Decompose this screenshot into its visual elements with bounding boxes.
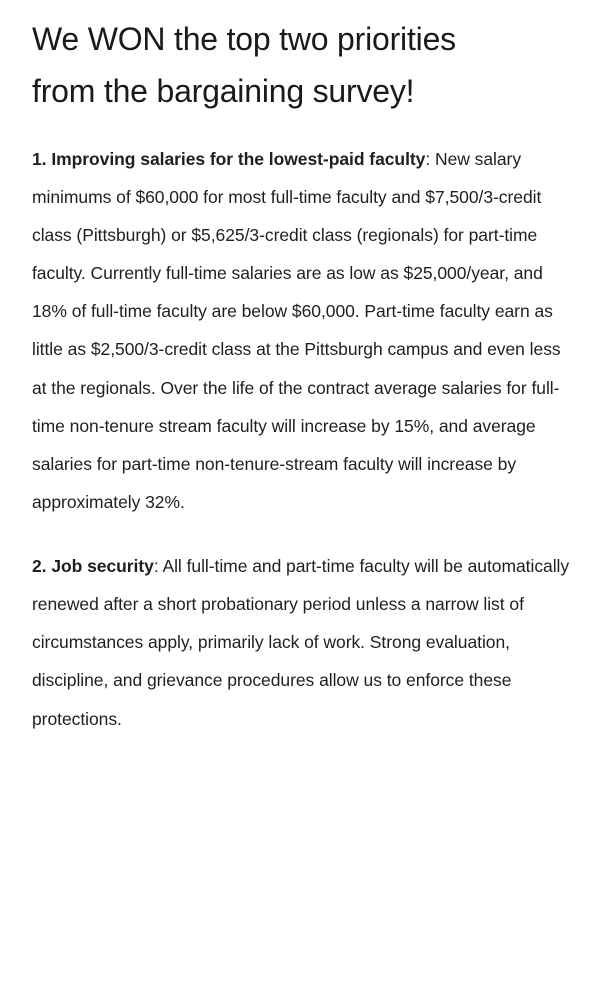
- list-item-body: : All full-time and part-time faculty will be automatically renewed after a short probationary period unless a narrow list of circumstances apply, primarily lack of work. Strong evaluation, discipline, and grievance procedures allow us to enforce these protections.: [32, 556, 570, 729]
- list-item-lead: Improving salaries for the lowest-paid faculty: [51, 148, 426, 169]
- page-title: We WON the top two priorities from the bargaining survey!: [32, 21, 456, 109]
- list-item: [32, 140, 571, 521]
- list-item-body: : New salary minimums of $60,000 for most full-time faculty and $7,500/3-credit class (Pittsburgh) or $5,625/3-credit class (regionals) for part-time faculty. Currently full-time salaries are as low as $25,000/year, and 18% of full-time faculty are below $60,000. Part-time faculty earn as little as $2,500/3-credit class at the Pittsburgh campus and even less at the regionals. Over the life of the contract average salaries for full-time non-tenure stream faculty will increase by 15%, and average salaries for part-time non-tenure-stream faculty will increase by approximately 32%.: [32, 148, 561, 512]
- list-item-lead: Job security: [51, 556, 154, 577]
- list-item-number: 1.: [32, 148, 47, 169]
- list-item-number: 2.: [32, 556, 47, 577]
- list-item: [32, 547, 571, 738]
